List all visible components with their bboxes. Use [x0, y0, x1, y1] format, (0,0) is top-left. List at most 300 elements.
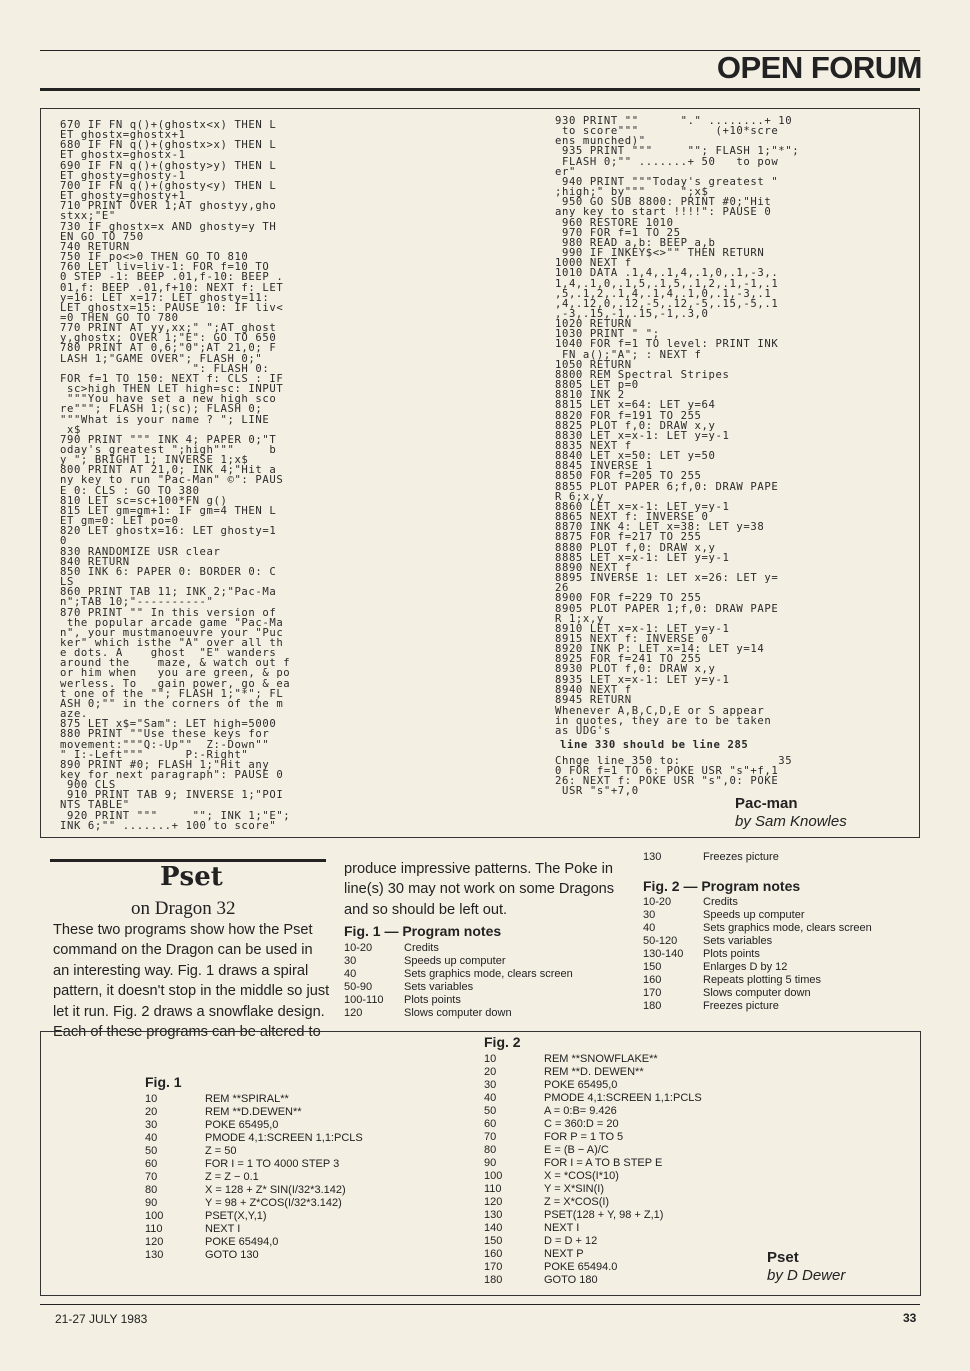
line-number: 50	[484, 1105, 497, 1117]
code-line: 8870 INK 4: LET x=38: LET y=38	[555, 521, 765, 534]
line-number: 10	[145, 1093, 158, 1105]
code-line: 8860 LET x=x-1: LET y=y-1	[555, 500, 730, 513]
code-line: " I:-Left""" P:-Right"	[60, 748, 249, 761]
notes-row	[643, 974, 923, 987]
statement: A = 0:B= 9.426	[544, 1105, 617, 1117]
statement: C = 360:D = 20	[544, 1118, 619, 1130]
code-line: ET gm=0: LET po=0	[60, 515, 179, 528]
code-line: 930 PRINT "" "." ........+ 10	[555, 115, 793, 127]
code-line: 770 PRINT AT yy,xx;" ";AT ghost	[60, 322, 277, 335]
code-line: y "; BRIGHT 1; INVERSE 1;x$	[60, 454, 249, 467]
code-line: 875 LET x$="Sam": LET high=5000	[60, 718, 277, 731]
notes-description: Slows computer down	[404, 1007, 512, 1019]
code-line: ;high;" by""" ";x$	[555, 186, 709, 199]
notes-description: Repeats plotting 5 times	[703, 974, 822, 986]
line-number: 140	[484, 1222, 503, 1234]
pset-continued-line: produce impressive patterns. The Poke in	[344, 861, 614, 877]
listing-row	[145, 1093, 445, 1106]
code-line: EN GO TO 750	[60, 230, 144, 243]
listing-row	[484, 1118, 764, 1131]
code-line: 700 IF FN q()+(ghosty<y) THEN L	[60, 179, 277, 192]
line-number: 70	[484, 1131, 497, 1143]
statement: E = (B − A)/C	[544, 1144, 609, 1156]
code-line: 990 IF INKEY$<>"" THEN RETURN	[555, 247, 765, 260]
code-line: 8935 LET x=x-1: LET y=y-1	[555, 673, 730, 686]
code-line: NTS TABLE"	[60, 799, 130, 812]
listing-row	[484, 1157, 764, 1170]
statement: X = *COS(I*10)	[544, 1170, 619, 1182]
line-number: 100	[145, 1210, 164, 1222]
line-number: 130	[484, 1209, 503, 1221]
code-line: 950 GO SUB 8800: PRINT #0;"Hit	[555, 196, 772, 209]
code-line: """You have set a new high sco	[60, 393, 277, 406]
code-line: 8940 NEXT f	[555, 683, 632, 696]
fig1-notes-title: Fig. 1 — Program notes	[344, 923, 502, 939]
statement: REM **D. DEWEN**	[544, 1066, 644, 1078]
line-number: 40	[484, 1092, 497, 1104]
statement: REM **D.DEWEN**	[205, 1106, 302, 1118]
code-line: 670 IF FN q()+(ghostx<x) THEN L	[60, 119, 277, 131]
issue-date: 21-27 JULY 1983	[55, 1312, 148, 1326]
pset-subtitle: on Dragon 32	[131, 898, 236, 919]
code-line: 8900 FOR f=229 TO 255	[555, 592, 702, 605]
code-line: 840 RETURN	[60, 555, 130, 568]
listing-row	[484, 1222, 764, 1235]
notes-description: Sets graphics mode, clears screen	[703, 922, 872, 934]
code-line: n";TAB 10;"----------"	[60, 596, 214, 609]
code-line: ASH 0;"" in the corners of the m	[60, 697, 284, 710]
notes-row	[643, 851, 923, 864]
code-line: to score""" (+10*scre	[555, 125, 779, 138]
code-line: LS	[60, 576, 74, 589]
listing-row	[145, 1145, 445, 1158]
fig2-listing	[484, 1053, 764, 1287]
pacman-note-change-1: Chnge line 350 to: 35	[555, 755, 793, 767]
listing-row	[484, 1183, 764, 1196]
statement: Y = X*SIN(I)	[544, 1183, 605, 1195]
line-number: 30	[344, 955, 357, 967]
notes-row	[643, 909, 923, 922]
line-number: 100-110	[344, 994, 384, 1006]
code-line: ET ghosty=ghosty+1	[60, 190, 186, 203]
code-line: 8895 INVERSE 1: LET x=26: LET y=	[555, 572, 779, 585]
code-line: 890 PRINT #0; FLASH 1;"Hit any	[60, 758, 270, 771]
code-line: 8930 PLOT f,0: DRAW x,y	[555, 663, 716, 676]
code-line: ET ghosty=ghosty-1	[60, 169, 186, 182]
code-line: 8800 REM Spectral Stripes	[555, 368, 730, 381]
code-line: 8905 PLOT PAPER 1;f,0: DRAW PAPE	[555, 602, 779, 615]
code-line: ET ghostx=ghostx-1	[60, 149, 186, 162]
notes-description: Sets graphics mode, clears screen	[404, 968, 573, 980]
code-line: 8820 FOR f=191 TO 255	[555, 409, 702, 422]
code-line: 920 PRINT """ ""; INK 1;"E";	[60, 809, 291, 822]
code-line: 880 PRINT ""Use these keys for	[60, 728, 270, 741]
code-line: 1020 RETURN	[555, 318, 632, 331]
code-line: y,ghostx; OVER 1;"E": GO TO 650	[60, 332, 277, 345]
section-title: OPEN FORUM	[716, 50, 922, 85]
notes-description: Enlarges D by 12	[703, 961, 788, 973]
code-line: 910 PRINT TAB 9; INVERSE 1;"POI	[60, 789, 284, 802]
code-line: ": FLASH 0:	[60, 362, 270, 375]
line-number: 70	[145, 1171, 158, 1183]
pacman-note-change-3: 26: NEXT f: POKE USR "s",0: POKE	[555, 775, 779, 787]
code-line: sc>high THEN LET high=sc: INPUT	[60, 383, 284, 396]
code-line: 710 PRINT OVER 1;AT ghostyy,gho	[60, 200, 277, 213]
code-line: 0	[60, 535, 67, 548]
line-number: 150	[643, 961, 662, 973]
code-line: around the maze, & watch out f	[60, 657, 291, 670]
line-number: 60	[145, 1158, 158, 1170]
statement: FOR I = 1 TO 4000 STEP 3	[205, 1158, 340, 1170]
listing-row	[145, 1184, 445, 1197]
line-number: 160	[643, 974, 662, 986]
code-line: 8925 FOR f=241 TO 255	[555, 653, 702, 666]
code-line: LET ghostx=15: PAUSE 10: IF liv<	[60, 301, 284, 314]
code-line: 1010 DATA .1,4,.1,4,.1,0,.1,-3,.	[555, 267, 779, 280]
line-number: 10-20	[643, 896, 672, 908]
code-line: 8945 RETURN	[555, 693, 632, 706]
code-line: LASH 1;"GAME OVER"; FLASH 0;"	[60, 352, 263, 365]
listing-row	[484, 1196, 764, 1209]
code-line: 01,f: BEEP .01,f+10: NEXT f: LET	[60, 281, 284, 294]
line-number: 80	[145, 1184, 158, 1196]
code-line: 8835 NEXT f	[555, 440, 632, 452]
pset-credit-author: by D Dewer	[767, 1267, 846, 1284]
code-line: 830 RANDOMIZE USR clear	[60, 545, 221, 558]
code-line: 860 PRINT TAB 11; INK 2;"Pac-Ma	[60, 586, 277, 599]
line-number: 50-120	[643, 935, 678, 947]
code-line: 780 PRINT AT 0,6;"0";AT 21,0; F	[60, 342, 277, 355]
fig2-notes-table	[643, 896, 923, 1013]
line-number: 130	[145, 1249, 164, 1261]
code-line: t one of the ""; FLASH 1;"*"; FL	[60, 687, 284, 700]
pacman-note-udg-2: in quotes, they are to be taken	[555, 715, 772, 727]
statement: REM **SNOWFLAKE**	[544, 1053, 658, 1065]
listing-row	[484, 1092, 764, 1105]
code-line: ,-3,.15,-1,.15,-1,.3,0	[555, 307, 709, 320]
pset-intro-line: command on the Dragon can be used in	[53, 942, 313, 959]
code-line: 1040 FOR f=1 TO level: PRINT INK	[555, 338, 779, 351]
listing-row	[484, 1274, 764, 1287]
notes-row	[344, 1007, 634, 1020]
code-line: 8810 INK 2	[555, 389, 625, 402]
code-line: the popular arcade game "Pac-Ma	[60, 616, 284, 629]
code-line: e dots. A ghost "E" wanders	[60, 647, 277, 660]
listing-row	[145, 1210, 445, 1223]
code-line: 900 CLS	[60, 779, 116, 792]
code-line: 940 PRINT """Today's greatest "	[555, 175, 779, 188]
statement: POKE 65495,0	[544, 1079, 618, 1091]
pset-continued-text	[344, 859, 634, 920]
code-line: 8865 NEXT f: INVERSE 0	[555, 511, 709, 524]
code-line: ker" which isthe "A" over all th	[60, 636, 284, 649]
notes-description: Speeds up computer	[404, 955, 506, 967]
notes-row	[643, 987, 923, 1000]
code-line: 8910 LET x=x-1: LET y=y-1	[555, 622, 730, 635]
code-line: 8885 LET x=x-1: LET y=y-1	[555, 551, 730, 564]
line-number: 30	[643, 909, 656, 921]
code-line: or him when you are green, & po	[60, 667, 291, 680]
notes-line-range: 130	[643, 851, 662, 863]
line-number: 30	[145, 1119, 158, 1131]
statement: PSET(128 + Y, 98 + Z,1)	[544, 1209, 664, 1221]
code-line: FN a();"A"; : NEXT f	[555, 348, 702, 361]
code-line: x$	[60, 423, 81, 436]
code-line: 815 LET gm=gm+1: IF gm=4 THEN L	[60, 504, 277, 517]
statement: PMODE 4,1:SCREEN 1,1:PCLS	[205, 1132, 363, 1144]
pset-intro-line: Each of these programs can be altered to	[53, 1024, 321, 1041]
line-number: 50-90	[344, 981, 373, 993]
code-line: aze.	[60, 708, 88, 721]
pset-intro-line: let it run. Fig. 2 draws a snowflake design.	[53, 1003, 325, 1020]
line-number: 110	[145, 1223, 163, 1235]
code-line: 690 IF FN q()+(ghosty>y) THEN L	[60, 159, 277, 172]
line-number: 30	[484, 1079, 497, 1091]
code-line: 1030 PRINT " ";	[555, 328, 660, 341]
code-line: 760 LET liv=liv-1: FOR f=10 TO	[60, 261, 270, 274]
listing-row	[145, 1158, 445, 1171]
notes-description: Credits	[404, 942, 439, 954]
code-line: 8840 LET x=50: LET y=50	[555, 450, 716, 463]
statement: POKE 65494.0	[544, 1261, 618, 1273]
pset-intro-line: These two programs show how the Pset	[53, 922, 313, 938]
line-number: 170	[643, 987, 662, 999]
code-line: 960 RESTORE 1010	[555, 216, 674, 229]
code-line: =0 THEN GO TO 780	[60, 311, 179, 324]
code-line: ET ghostx=ghostx+1	[60, 129, 186, 142]
code-line: 970 FOR f=1 TO 25	[555, 226, 681, 239]
pacman-note-change-4: USR "s"+7,0	[555, 785, 639, 797]
line-number: 40	[643, 922, 656, 934]
statement: NEXT P	[544, 1248, 584, 1260]
fig1-listing	[145, 1093, 445, 1262]
code-line: n", your mustmanoeuvre your "Puc	[60, 626, 284, 639]
statement: NEXT I	[205, 1223, 241, 1235]
code-line: R 1;x,y	[555, 612, 604, 625]
statement: GOTO 130	[205, 1249, 259, 1261]
statement: POKE 65494,0	[205, 1236, 279, 1248]
code-line: FLASH 0;"" .......+ 50 to pow	[555, 155, 779, 168]
pacman-listing-col2	[555, 116, 799, 705]
code-line: key for next paragraph": PAUSE 0	[60, 769, 284, 781]
code-line: ens munched)"	[555, 135, 646, 148]
line-number: 90	[145, 1197, 158, 1209]
statement: Z = X*COS(I)	[544, 1196, 610, 1208]
line-number: 120	[145, 1236, 164, 1248]
code-line: 8830 LET x=x-1: LET y=y-1	[555, 429, 730, 442]
statement: POKE 65495,0	[205, 1119, 279, 1131]
pset-intro-line: pattern, it doesn't stop in the middle so just	[53, 983, 330, 1000]
code-line: 850 INK 6: PAPER 0: BORDER 0: C	[60, 565, 277, 578]
pacman-note-line: line 330 should be line 285	[560, 739, 749, 751]
code-line: R 6;x,y	[555, 490, 604, 503]
pacman-note-udg-3: as UDG's	[555, 725, 611, 737]
notes-row	[344, 955, 634, 968]
listing-row	[484, 1209, 764, 1222]
listing-row	[484, 1144, 764, 1157]
line-number: 40	[344, 968, 357, 980]
line-number: 170	[484, 1261, 503, 1273]
code-line: 810 LET sc=sc+100*FN g()	[60, 494, 228, 507]
code-line: 8880 PLOT f,0: DRAW x,y	[555, 541, 716, 554]
line-number: 180	[484, 1274, 503, 1286]
listing-row	[145, 1106, 445, 1119]
listing-row	[145, 1119, 445, 1132]
code-line: 935 PRINT """ ""; FLASH 1;"*";	[555, 145, 800, 158]
code-line: 750 IF po<>0 THEN GO TO 810	[60, 251, 249, 264]
statement: Y = 98 + Z*COS(I/32*3.142)	[205, 1197, 342, 1209]
code-line: 8915 NEXT f: INVERSE 0	[555, 632, 709, 645]
notes-description: Plots points	[404, 994, 461, 1006]
line-number: 120	[484, 1196, 503, 1208]
statement: GOTO 180	[544, 1274, 598, 1286]
statement: REM **SPIRAL**	[205, 1093, 289, 1105]
statement: PMODE 4,1:SCREEN 1,1:PCLS	[544, 1092, 702, 1104]
code-line: 790 PRINT """ INK 4; PAPER 0;"T	[60, 433, 277, 446]
pset-continued-line: and so should be left out.	[344, 901, 508, 918]
pacman-note-change-2: 0 FOR f=1 TO 6: POKE USR "s"+f,1	[555, 765, 779, 777]
code-line: 820 LET ghostx=16: LET ghosty=1	[60, 525, 277, 538]
line-number: 10-20	[344, 942, 373, 954]
listing-row	[145, 1197, 445, 1210]
notes-row	[344, 968, 634, 981]
listing-row	[484, 1235, 764, 1248]
line-number: 80	[484, 1144, 497, 1156]
code-line: movement:"""Q:-Up"" Z:-Down""	[60, 738, 270, 751]
fig2-notes-title: Fig. 2 — Program notes	[643, 878, 801, 894]
code-line: any key to start !!!!": PAUSE 0	[555, 206, 772, 219]
pset-intro-text	[53, 920, 338, 1042]
notes-row	[643, 896, 923, 909]
code-line: 8825 PLOT f,0: DRAW x,y	[555, 419, 716, 432]
code-line: er"	[555, 165, 576, 178]
pset-continued-line: line(s) 30 may not work on some Dragons	[344, 881, 615, 898]
statement: X = 128 + Z* SIN(I/32*3.142)	[205, 1184, 346, 1196]
listing-row	[145, 1236, 445, 1249]
notes-description: Sets variables	[404, 981, 474, 993]
code-line: 730 IF ghostx=x AND ghosty=y TH	[60, 220, 277, 233]
code-line: E 0: CLS : GO TO 380	[60, 484, 200, 497]
code-line: 870 PRINT "" In this version of	[60, 606, 277, 619]
listing-row	[145, 1223, 445, 1236]
code-line: 8920 INK P: LET x=14: LET y=14	[555, 643, 765, 656]
line-number: 120	[344, 1007, 363, 1019]
page-number: 33	[903, 1311, 917, 1325]
pacman-note-udg-1: Whenever A,B,C,D,E or S appear	[555, 705, 765, 717]
notes-description: Freezes picture	[703, 851, 779, 863]
line-number: 130-140	[643, 948, 684, 960]
code-line: 8815 LET x=64: LET y=64	[555, 399, 716, 412]
header-rule-bottom	[40, 88, 920, 91]
line-number: 10	[484, 1053, 497, 1065]
code-line: 800 PRINT AT 21,0; INK 4;"Hit a	[60, 464, 277, 477]
fig2-title: Fig. 2	[484, 1034, 521, 1050]
line-number: 60	[484, 1118, 497, 1130]
listing-row	[484, 1170, 764, 1183]
listing-row	[145, 1171, 445, 1184]
pset-intro-line: an interesting way. Fig. 1 draws a spiral	[53, 962, 309, 979]
notes-row	[344, 981, 634, 994]
fig1-notes-table	[344, 942, 634, 1020]
statement: FOR I = A TO B STEP E	[544, 1157, 663, 1169]
notes-row	[643, 922, 923, 935]
code-line: re"""; FLASH 1;(sc); FLASH 0;	[60, 403, 263, 416]
pacman-credit-title: Pac-man	[735, 795, 798, 812]
line-number: 40	[145, 1132, 158, 1144]
line-number: 100	[484, 1170, 503, 1182]
pacman-listing-col1	[60, 120, 290, 831]
statement: Z = Z − 0.1	[205, 1171, 259, 1183]
listing-row	[484, 1248, 764, 1261]
code-line: ny key to run "Pac-Man" ©": PAUS	[60, 474, 284, 487]
notes-row	[643, 948, 923, 961]
code-line: 8875 FOR f=217 TO 255	[555, 531, 702, 544]
code-line: oday's greatest ";high""" b	[60, 444, 277, 456]
pacman-credit-author: by Sam Knowles	[735, 813, 847, 830]
listing-row	[145, 1132, 445, 1145]
pset-credit-title: Pset	[767, 1249, 799, 1266]
line-number: 90	[484, 1157, 497, 1169]
listing-row	[484, 1131, 764, 1144]
listing-row	[484, 1066, 764, 1079]
code-line: 0 STEP -1: BEEP .01,f-10: BEEP .	[60, 271, 284, 284]
code-line: 8850 FOR f=205 TO 255	[555, 470, 702, 483]
listing-row	[484, 1105, 764, 1118]
code-line: 8890 NEXT f	[555, 561, 632, 574]
fig1-notes-tail	[643, 851, 923, 864]
code-line: 980 READ a,b: BEEP a,b	[555, 236, 716, 249]
pset-title: Pset	[160, 862, 223, 892]
code-line: 8845 INVERSE 1	[555, 460, 653, 473]
code-line: 1,4,.1,0,.1,5,.1,5,.1,2,.1,-1,.1	[555, 277, 779, 290]
notes-row	[643, 935, 923, 948]
line-number: 150	[484, 1235, 503, 1247]
code-line: 740 RETURN	[60, 240, 130, 253]
code-line: 26	[555, 582, 569, 595]
line-number: 110	[484, 1183, 502, 1195]
line-number: 180	[643, 1000, 662, 1012]
notes-description: Slows computer down	[703, 987, 811, 999]
footer-rule	[40, 1304, 920, 1305]
statement: NEXT I	[544, 1222, 580, 1234]
code-line: 8855 PLOT PAPER 6;f,0: DRAW PAPE	[555, 480, 779, 493]
code-line: y=16: LET x=17: LET ghosty=11:	[60, 291, 270, 304]
code-line: 8805 LET p=0	[555, 379, 639, 392]
fig1-title: Fig. 1	[145, 1074, 182, 1090]
line-number: 20	[484, 1066, 497, 1078]
notes-description: Sets variables	[703, 935, 773, 947]
code-line: 680 IF FN q()+(ghostx>x) THEN L	[60, 139, 277, 152]
statement: FOR P = 1 TO 5	[544, 1131, 624, 1143]
statement: PSET(X,Y,1)	[205, 1210, 267, 1222]
notes-row	[344, 942, 634, 955]
code-line: INK 6;"" .......+ 100 to score"	[60, 819, 277, 832]
listing-row	[484, 1079, 764, 1092]
code-line: 1000 NEXT f	[555, 257, 632, 270]
code-line: ,5,.1,2,.1,4,.1,4,.1,0,.1,-3,.1	[555, 287, 772, 300]
notes-description: Plots points	[703, 948, 760, 960]
line-number: 160	[484, 1248, 503, 1260]
statement: D = D + 12	[544, 1235, 598, 1247]
notes-description: Freezes picture	[703, 1000, 779, 1012]
line-number: 20	[145, 1106, 158, 1118]
code-line: FOR f=1 TO 150: NEXT f: CLS : IF	[60, 372, 284, 385]
code-line: ,4,.12,0,.12,-5,.12,-5,.15,-5,.1	[555, 297, 779, 310]
notes-row	[344, 994, 634, 1007]
code-line: 1050 RETURN	[555, 358, 632, 371]
line-number: 50	[145, 1145, 158, 1157]
listing-row	[484, 1053, 764, 1066]
